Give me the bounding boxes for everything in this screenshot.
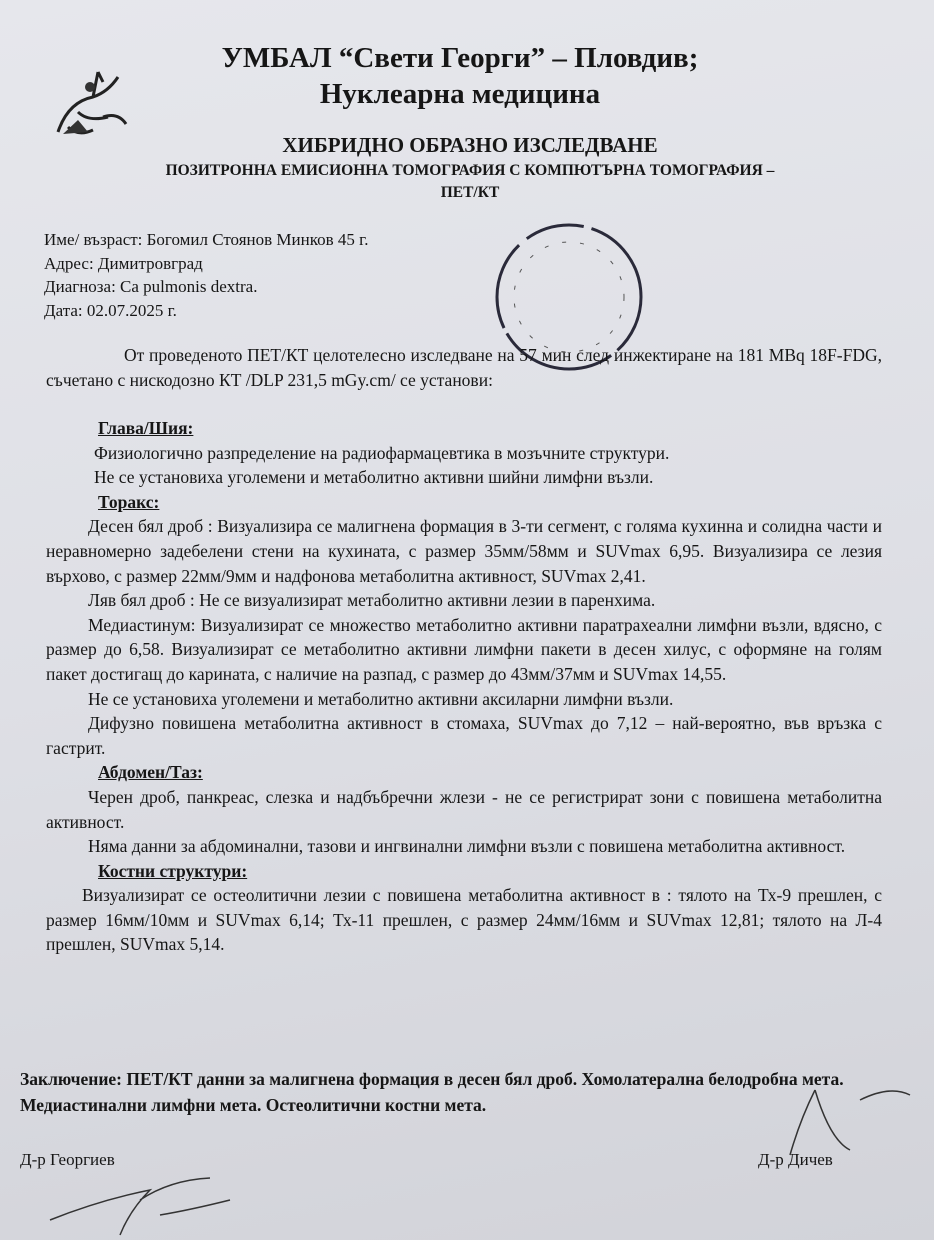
section-thorax: Торакс: [98, 491, 160, 512]
handwritten-signature-right [770, 1080, 920, 1160]
patient-address: Адрес: Димитровград [44, 253, 203, 273]
finding-text: Няма данни за абдоминални, тазови и ингвинални лимфни възли с повишена метаболитна активност. [88, 836, 846, 857]
institution-name: УМБАЛ “Свети Георги” – Пловдив; [221, 42, 699, 74]
finding-text: Ляв бял дроб : Не се визуализират метаболитно активни лезии в паренхима. [88, 590, 656, 611]
report-title: ХИБРИДНО ОБРАЗНО ИЗСЛЕДВАНЕ [282, 133, 658, 157]
patient-info [44, 228, 368, 322]
patient-diagnosis: Диагноза: Ca pulmonis dextra. [44, 277, 258, 296]
finding-text: Не се установиха уголемени и метаболитно активни аксиларни лимфни възли. [88, 688, 674, 709]
finding-text: Десен бял дроб : Визуализира се малигнена формация в 3-ти сегмент, с голяма кухинна и солидна части и неравномерно задебелени стени на кухината, с размер 35мм/58мм и SUVmax 6,95. Визуализира се лезия върхово, с размер 22мм/9мм и надфонова метаболитна активност, SUVmax 2,41. [46, 516, 882, 586]
finding-text: Физиологично разпределение на радиофармацевтика в мозъчните структури. [94, 442, 670, 463]
finding-text: Визуализират се остеолитични лезии с повишена метаболитна активност в : тялото на Тх-9 прешлен, с размер 16мм/10мм и SUVmax 6,14; Тх-11 прешлен, с размер 24мм/16мм и SUVmax 12,81; тялото на Л-4 прешлен, SUVmax 5,14. [46, 885, 882, 955]
finding-text: Черен дроб, панкреас, слезка и надбъбречни жлези - не се регистрират зони с повишена метаболитна активност. [46, 786, 882, 832]
section-abdomen: Абдомен/Таз: [98, 762, 203, 783]
section-bones: Костни структури: [98, 860, 248, 881]
conclusion: Заключение: ПЕТ/КТ данни за малигнена формация в десен бял дроб. Хомолатерална белодробна мета. Медиастинални лимфни мета. Остеолитични костни мета. [20, 1069, 844, 1115]
findings [46, 416, 882, 957]
signature-right-name: Д-р Дичев [758, 1150, 833, 1169]
patient-name: Име/ възраст: Богомил Стоянов Минков 45 г. [44, 230, 369, 249]
handwritten-signature-left [40, 1170, 260, 1240]
saint-george-logo-icon [48, 62, 133, 142]
intro-text: От проведеното ПЕТ/КТ целотелесно изследване на 57 мин след инжектиране на 181 MBq 18F-FDG, съчетано с нискодозно КТ /DLP 231,5 mGy.cm/ се установи: [46, 345, 882, 390]
signature-left-name: Д-р Георгиев [20, 1150, 115, 1169]
exam-date: Дата: 02.07.2025 г. [44, 300, 177, 320]
finding-text: Дифузно повишена метаболитна активност в стомаха, SUVmax до 7,12 – най-вероятно, във връзка с гастрит. [46, 713, 882, 758]
finding-text: Не се установиха уголемени и метаболитно активни шийни лимфни възли. [94, 467, 654, 488]
intro-paragraph [46, 343, 882, 392]
finding-text: Медиастинум: Визуализират се множество метаболитно активни паратрахеални лимфни възли, вдясно, с размер до 6,58. Визуализират се метаболитно активни лимфни пакети в десен хилус, с оформяне на голям пакет достигащ до карината, с наличие на разпад, с размер до 43мм/37мм и SUVmax 14,55. [46, 614, 882, 684]
department-name: Нуклеарна медицина [319, 78, 601, 110]
report-subtitle: ПОЗИТРОННА ЕМИСИОННА ТОМОГРАФИЯ С КОМПЮТЪРНА ТОМОГРАФИЯ – [165, 162, 775, 179]
section-head-neck: Глава/Шия: [98, 418, 194, 438]
report-subtitle-2: ПЕТ/КТ [440, 184, 500, 201]
